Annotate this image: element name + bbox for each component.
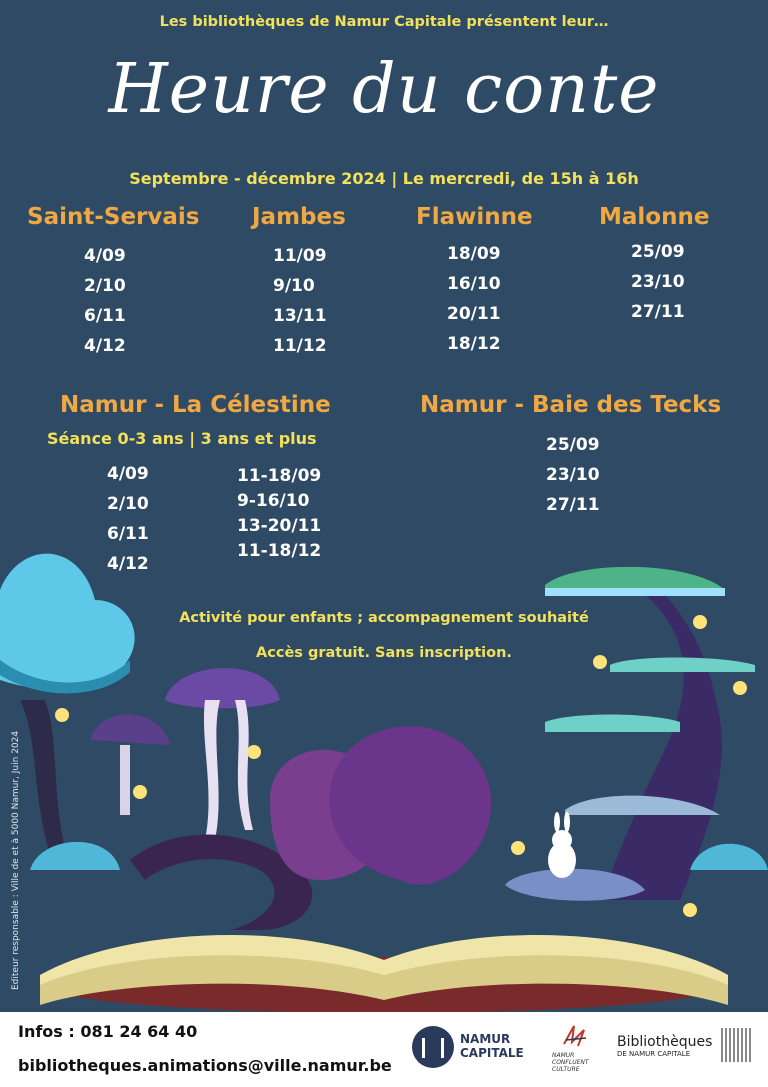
bibliotheques-logo <box>617 1034 757 1074</box>
dates-celestine-0-3 <box>107 464 149 584</box>
date-item: 6/11 <box>84 306 126 326</box>
publisher-credit: Editeur responsable : Ville de et à 5000 Namur, Juin 2024 <box>11 730 21 990</box>
date-item: 4/09 <box>107 464 149 484</box>
small-blue-mushroom-left <box>30 842 120 870</box>
small-purple-mushroom <box>90 714 170 745</box>
logo-biblio-line1: Bibliothèques <box>617 1034 713 1050</box>
date-item: 4/09 <box>84 246 126 266</box>
footer <box>0 1012 768 1087</box>
logo-biblio-line2: DE NAMUR CAPITALE <box>617 1050 691 1058</box>
date-item: 11-18/12 <box>237 541 322 561</box>
date-item: 2/10 <box>107 494 149 514</box>
date-item: 23/10 <box>631 272 685 292</box>
date-item: 4/12 <box>107 554 149 574</box>
info-email[interactable]: bibliotheques.animations@ville.namur.be <box>18 1056 392 1075</box>
date-item: 11-18/09 <box>237 466 322 486</box>
namur-confluent-culture-logo <box>552 1022 598 1078</box>
culture-scribble-icon <box>560 1022 590 1050</box>
date-item: 2/10 <box>84 276 126 296</box>
logo-namur-line1: NAMUR <box>460 1032 511 1046</box>
date-item: 25/09 <box>546 435 600 455</box>
poster-title: Heure du conte <box>108 50 660 129</box>
bookshelf-icon <box>721 1028 751 1062</box>
date-item: 4/12 <box>84 336 126 356</box>
library-name-flawinne: Flawinne <box>416 204 533 230</box>
date-item: 13-20/11 <box>237 516 322 536</box>
info-phone: Infos : 081 24 64 40 <box>18 1022 198 1041</box>
small-blue-mushroom-right <box>690 844 768 870</box>
date-item: 27/11 <box>631 302 685 322</box>
dates-jambes <box>273 246 327 366</box>
namur-emblem-icon <box>412 1026 454 1068</box>
namur-capitale-logo <box>412 1024 522 1074</box>
date-item: 23/10 <box>546 465 600 485</box>
dates-flawinne <box>447 244 501 364</box>
dates-malonne <box>631 242 685 332</box>
logo-culture-line1: NAMUR <box>552 1052 575 1059</box>
access-note: Accès gratuit. Sans inscription. <box>256 645 512 661</box>
date-item: 13/11 <box>273 306 327 326</box>
library-name-celestine: Namur - La Célestine <box>60 392 331 418</box>
library-name-baie-des-tecks: Namur - Baie des Tecks <box>420 392 722 418</box>
logo-culture-line2: CONFLUENT <box>552 1059 589 1066</box>
date-item: 11/12 <box>273 336 327 356</box>
date-item: 9-16/10 <box>237 491 310 511</box>
library-name-malonne: Malonne <box>599 204 710 230</box>
intro-text: Les bibliothèques de Namur Capitale présentent leur… <box>159 14 609 30</box>
date-item: 9/10 <box>273 276 315 296</box>
dates-saint-servais <box>84 246 126 366</box>
date-item: 6/11 <box>107 524 149 544</box>
dates-baie-des-tecks <box>546 435 600 525</box>
library-name-saint-servais: Saint-Servais <box>27 204 200 230</box>
date-item: 16/10 <box>447 274 501 294</box>
right-middle-cap <box>545 715 680 733</box>
date-item: 11/09 <box>273 246 327 266</box>
date-item: 25/09 <box>631 242 685 262</box>
date-item: 20/11 <box>447 304 501 324</box>
logo-culture-line3: CULTURE <box>552 1066 580 1073</box>
date-item: 18/09 <box>447 244 501 264</box>
date-item: 18/12 <box>447 334 501 354</box>
logo-namur-line2: CAPITALE <box>460 1046 524 1060</box>
tall-purple-mushroom <box>165 668 280 708</box>
dates-celestine-3-plus <box>237 466 321 566</box>
date-item: 27/11 <box>546 495 600 515</box>
activity-note: Activité pour enfants ; accompagnement souhaité <box>179 610 589 626</box>
right-top-cap <box>545 567 725 590</box>
session-types: Séance 0-3 ans | 3 ans et plus <box>47 429 317 448</box>
period-text: Septembre - décembre 2024 | Le mercredi, de 15h à 16h <box>129 169 639 188</box>
library-name-jambes: Jambes <box>252 204 346 230</box>
